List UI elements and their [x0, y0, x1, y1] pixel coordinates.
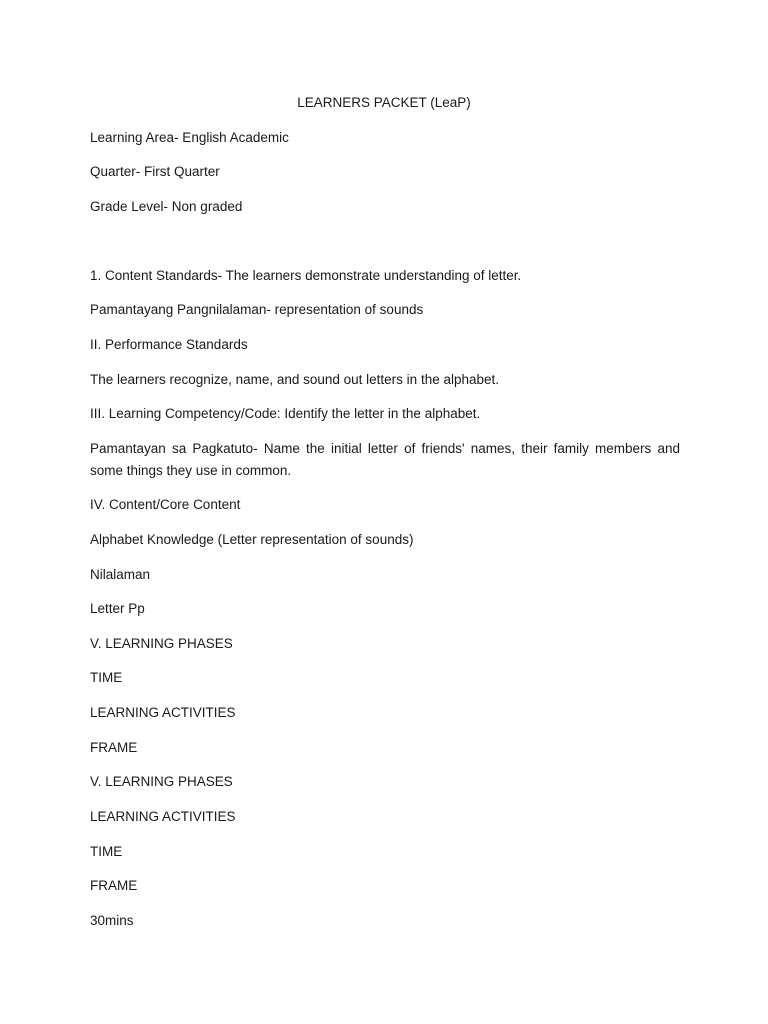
learning-activities-label-2: LEARNING ACTIVITIES — [90, 809, 236, 824]
alphabet-knowledge-line: Alphabet Knowledge (Letter representation of sounds) — [90, 532, 414, 547]
grade-level-line: Grade Level- Non graded — [90, 199, 243, 214]
quarter-line: Quarter- First Quarter — [90, 164, 220, 179]
time-label-1: TIME — [90, 670, 123, 685]
learning-competency-line: III. Learning Competency/Code: Identify the letter in the alphabet. — [90, 406, 481, 421]
pamantayan-sa-pagkatuto-paragraph: Pamantayan sa Pagkatuto- Name the initial letter of friends' names, their family members and some things they use in common. — [90, 441, 680, 478]
learning-activities-label-1: LEARNING ACTIVITIES — [90, 705, 236, 720]
content-heading: IV. Content/Core Content — [90, 497, 241, 512]
performance-standards-heading: II. Performance Standards — [90, 337, 248, 352]
nilalaman-line: Nilalaman — [90, 567, 151, 582]
time-label-2: TIME — [90, 844, 123, 859]
duration-line: 30mins — [90, 913, 134, 928]
letter-line: Letter Pp — [90, 601, 145, 616]
frame-label-2: FRAME — [90, 878, 138, 893]
learning-phases-heading-2: V. LEARNING PHASES — [90, 774, 233, 789]
content-standards-line: 1. Content Standards- The learners demonstrate understanding of letter. — [90, 268, 522, 283]
frame-label-1: FRAME — [90, 740, 138, 755]
document-title: LEARNERS PACKET (LeaP) — [297, 95, 471, 110]
learning-area-line: Learning Area- English Academic — [90, 130, 289, 145]
performance-standards-text: The learners recognize, name, and sound out letters in the alphabet. — [90, 372, 500, 387]
learning-phases-heading-1: V. LEARNING PHASES — [90, 636, 233, 651]
pamantayang-pangnilalaman-line: Pamantayang Pangnilalaman- representation of sounds — [90, 302, 424, 317]
